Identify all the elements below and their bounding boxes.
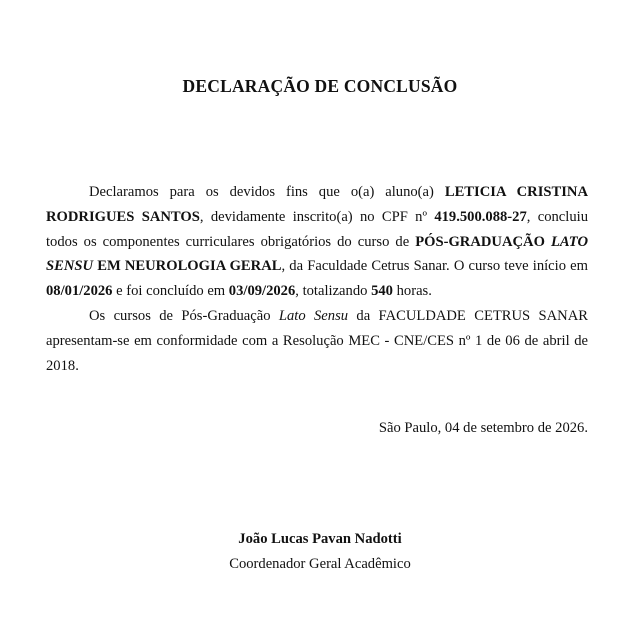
total-hours: 540 bbox=[371, 283, 393, 300]
paragraph-text: Declaramos para os devidos fins que o(a) aluno(a) bbox=[89, 184, 445, 200]
signer-role: Coordenador Geral Acadêmico bbox=[229, 556, 411, 572]
declaration-body bbox=[46, 180, 588, 378]
paragraph-text: , da Faculdade Cetrus Sanar. O curso teve início em bbox=[281, 258, 588, 275]
course-name-part: EM NEUROLOGIA GERAL bbox=[93, 258, 282, 275]
lato-sensu-italic: Lato Sensu bbox=[278, 307, 349, 324]
paragraph-text: , totalizando bbox=[295, 283, 372, 300]
paragraph-text: horas. bbox=[392, 283, 432, 300]
signer-name: João Lucas Pavan Nadotti bbox=[238, 531, 402, 547]
end-date: 03/09/2026 bbox=[228, 283, 296, 300]
paragraph-text: , concluiu todos os componentes curriculares obrigatórios do curso de bbox=[46, 208, 588, 250]
cpf-number: 419.500.088-27 bbox=[434, 208, 527, 225]
start-date: 08/01/2026 bbox=[46, 283, 113, 300]
paragraph-text: Os cursos de Pós-Graduação bbox=[89, 307, 279, 324]
student-name: LETICIA CRISTINA RODRIGUES SANTOS bbox=[46, 184, 588, 225]
paragraph-text: , devidamente inscrito(a) no CPF nº bbox=[199, 208, 435, 225]
paragraph-text: e foi concluído em bbox=[112, 283, 229, 300]
declaration-paragraph-1 bbox=[46, 180, 588, 304]
course-name-lato-sensu: LATO SENSU bbox=[46, 233, 588, 275]
place-and-date: São Paulo, 04 de setembro de 2026. bbox=[378, 420, 588, 436]
course-name-part: PÓS-GRADUAÇÃO bbox=[415, 233, 551, 250]
document-title: DECLARAÇÃO DE CONCLUSÃO bbox=[182, 76, 458, 96]
paragraph-text: da FACULDADE CETRUS SANAR apresentam-se em conformidade com a Resolução MEC - CNE/CES nº 1 de 06 de abril de 2018. bbox=[46, 307, 588, 374]
declaration-paragraph-2 bbox=[46, 304, 588, 378]
